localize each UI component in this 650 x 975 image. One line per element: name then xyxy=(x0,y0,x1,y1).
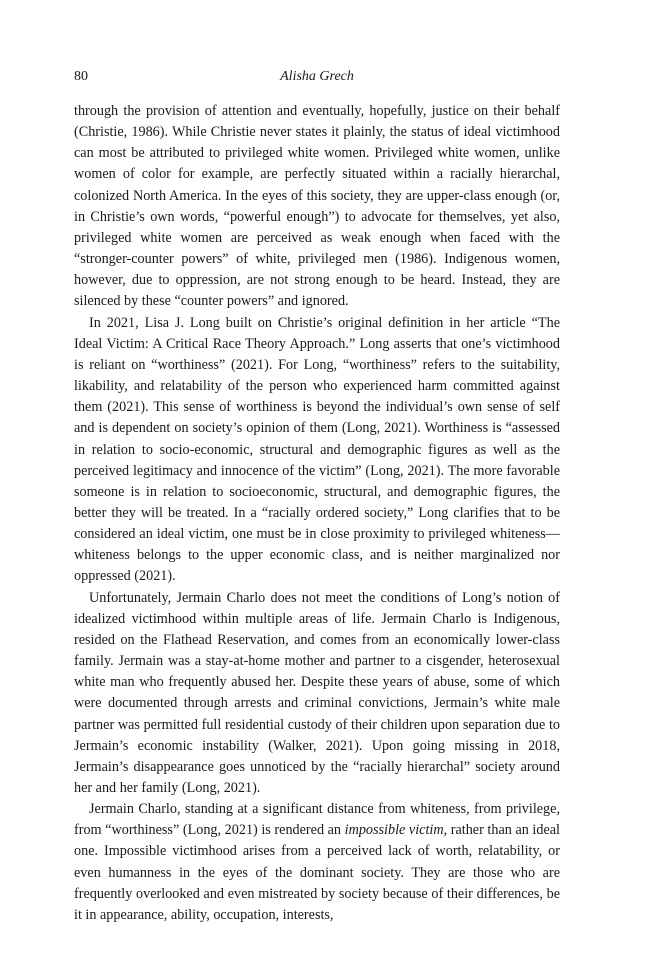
paragraph-impossible-victim xyxy=(74,799,560,926)
paragraph-jermain-charlo: Unfortunately, Jermain Charlo does not meet the conditions of Long’s notion of idealized victimhood within multiple areas of life. Jermain Charlo is Indigenous, resided on the Flathead Reservation, and comes from an economically lower-class family. Jermain was a stay-at-home mother and partner to a cisgender, heterosexual white man who frequently abused her. Despite these years of abuse, some of which were documented through arrests and criminal convictions, Jermain’s white male partner was permitted full residential custody of their children upon separation due to Jermain’s economic instability (Walker, 2021). Upon going missing in 2018, Jermain’s disappearance goes unnoticed by the “racially hierarchal” society around her and her family (Long, 2021). xyxy=(74,589,560,796)
paragraph-text-before: Jermain Charlo, standing at a significant distance from whiteness, from privilege, from “worthiness” (Long, 2021) is rendered an xyxy=(74,801,560,839)
running-head xyxy=(74,66,560,88)
body-text xyxy=(74,101,560,926)
paragraph-continued: through the provision of attention and eventually, hopefully, justice on their behalf (Christie, 1986). While Christie never states it plainly, the status of ideal victimhood can most be attributed to privileged white women. Privileged white women, unlike women of color for example, are perfectly situated within a racially hierarchal, colonized North America. In the eyes of this society, they are upper-class enough (or, in Christie’s own words, “powerful enough”) to advocate for themselves, yet also, privileged white women are perceived as weak enough when faced with the “stronger-counter powers” of white, privileged men (1986). Indigenous women, however, due to oppression, are not strong enough to be heard. Instead, they are silenced by these “counter powers” and ignored. xyxy=(74,103,560,310)
book-page xyxy=(74,66,560,926)
page-number: 80 xyxy=(74,69,88,84)
running-title-author: Alisha Grech xyxy=(280,69,354,84)
paragraph-text-after: , rather than an ideal one. Impossible victimhood arises from a perceived lack of worth, relatability, or even humanness in the eyes of the dominant society. They are those who are frequently overlooked and even mistreated by society because of their differences, be it in appearance, ability, occupation, interests, xyxy=(74,822,560,923)
emphasis-impossible-victim: impossible victim xyxy=(344,822,444,839)
paragraph-long-worthiness: In 2021, Lisa J. Long built on Christie’s original definition in her article “The Ideal Victim: A Critical Race Theory Approach.” Long asserts that one’s victimhood is reliant on “worthiness” (2021). For Long, “worthiness” refers to the suitability, likability, and relatability of the person who experienced harm committed against them (2021). This sense of worthiness is beyond the individual’s own sense of self and is dependent on society’s opinion of them (Long, 2021). Worthiness is “assessed in relation to socio-economic, structural and demographic figures as well as the perceived legitimacy and innocence of the victim” (Long, 2021). The more favorable someone is in relation to socioeconomic, structural, and demographic figures, the better they will be treated. In a “racially ordered society,” Long clarifies that to be considered an ideal victim, one must be in close proximity to privileged whiteness—whiteness belongs to the upper economic class, and is neither marginalized nor oppressed (2021). xyxy=(74,314,560,585)
